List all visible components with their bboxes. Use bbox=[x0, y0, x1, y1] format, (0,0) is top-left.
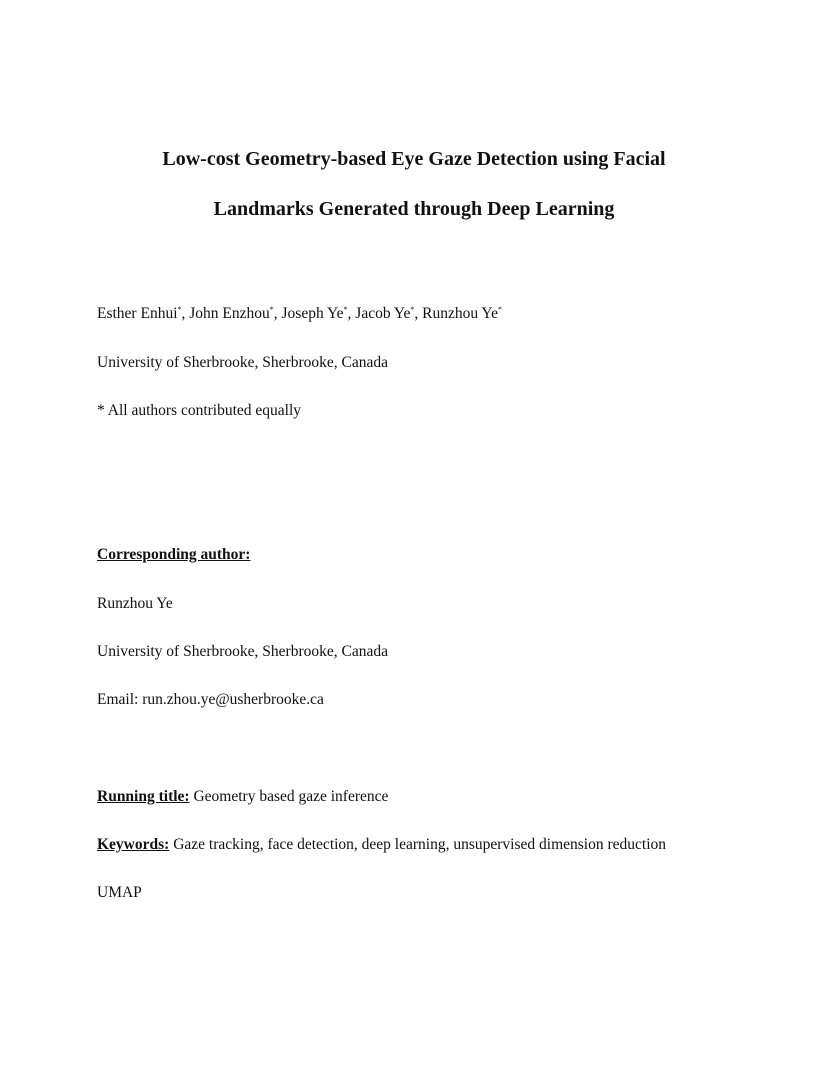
equal-contribution-mark: * bbox=[343, 304, 348, 314]
paper-title-line-2: Landmarks Generated through Deep Learning bbox=[213, 198, 615, 220]
keyword-umap: UMAP bbox=[97, 884, 142, 901]
running-title-value: Geometry based gaze inference bbox=[193, 788, 389, 805]
author-name: John Enzhou bbox=[189, 305, 270, 322]
author-separator: , bbox=[273, 305, 282, 322]
author-name: Jacob Ye bbox=[355, 305, 411, 322]
author-affiliation: University of Sherbrooke, Sherbrooke, Canada bbox=[97, 354, 388, 371]
running-title-label: Running title: bbox=[97, 788, 190, 805]
corresponding-author-affiliation: University of Sherbrooke, Sherbrooke, Canada bbox=[97, 643, 388, 660]
email-label: Email: bbox=[97, 691, 139, 708]
running-title-line bbox=[97, 787, 388, 807]
equal-contribution-mark: * bbox=[269, 304, 274, 314]
contribution-note: * All authors contributed equally bbox=[97, 402, 302, 419]
author-name: Runzhou Ye bbox=[422, 305, 498, 322]
keywords-label: Keywords: bbox=[97, 836, 170, 853]
email-address[interactable]: run.zhou.ye@usherbrooke.ca bbox=[142, 691, 324, 708]
keywords-line bbox=[97, 835, 666, 855]
author-name: Joseph Ye bbox=[281, 305, 344, 322]
author-separator: , bbox=[181, 305, 190, 322]
corresponding-author-heading: Corresponding author: bbox=[97, 546, 251, 563]
equal-contribution-mark: * bbox=[497, 304, 502, 314]
corresponding-author-email-line bbox=[97, 690, 324, 710]
author-separator: , bbox=[347, 305, 356, 322]
author-name: Esther Enhui bbox=[97, 305, 178, 322]
author-list bbox=[97, 304, 502, 324]
author-separator: , bbox=[414, 305, 423, 322]
corresponding-author-name: Runzhou Ye bbox=[97, 595, 173, 612]
equal-contribution-mark: * bbox=[410, 304, 415, 314]
equal-contribution-mark: * bbox=[177, 304, 182, 314]
keywords-value: Gaze tracking, face detection, deep learning, unsupervised dimension reduction bbox=[173, 836, 667, 853]
paper-title-line-1: Low-cost Geometry-based Eye Gaze Detection using Facial bbox=[162, 148, 666, 170]
